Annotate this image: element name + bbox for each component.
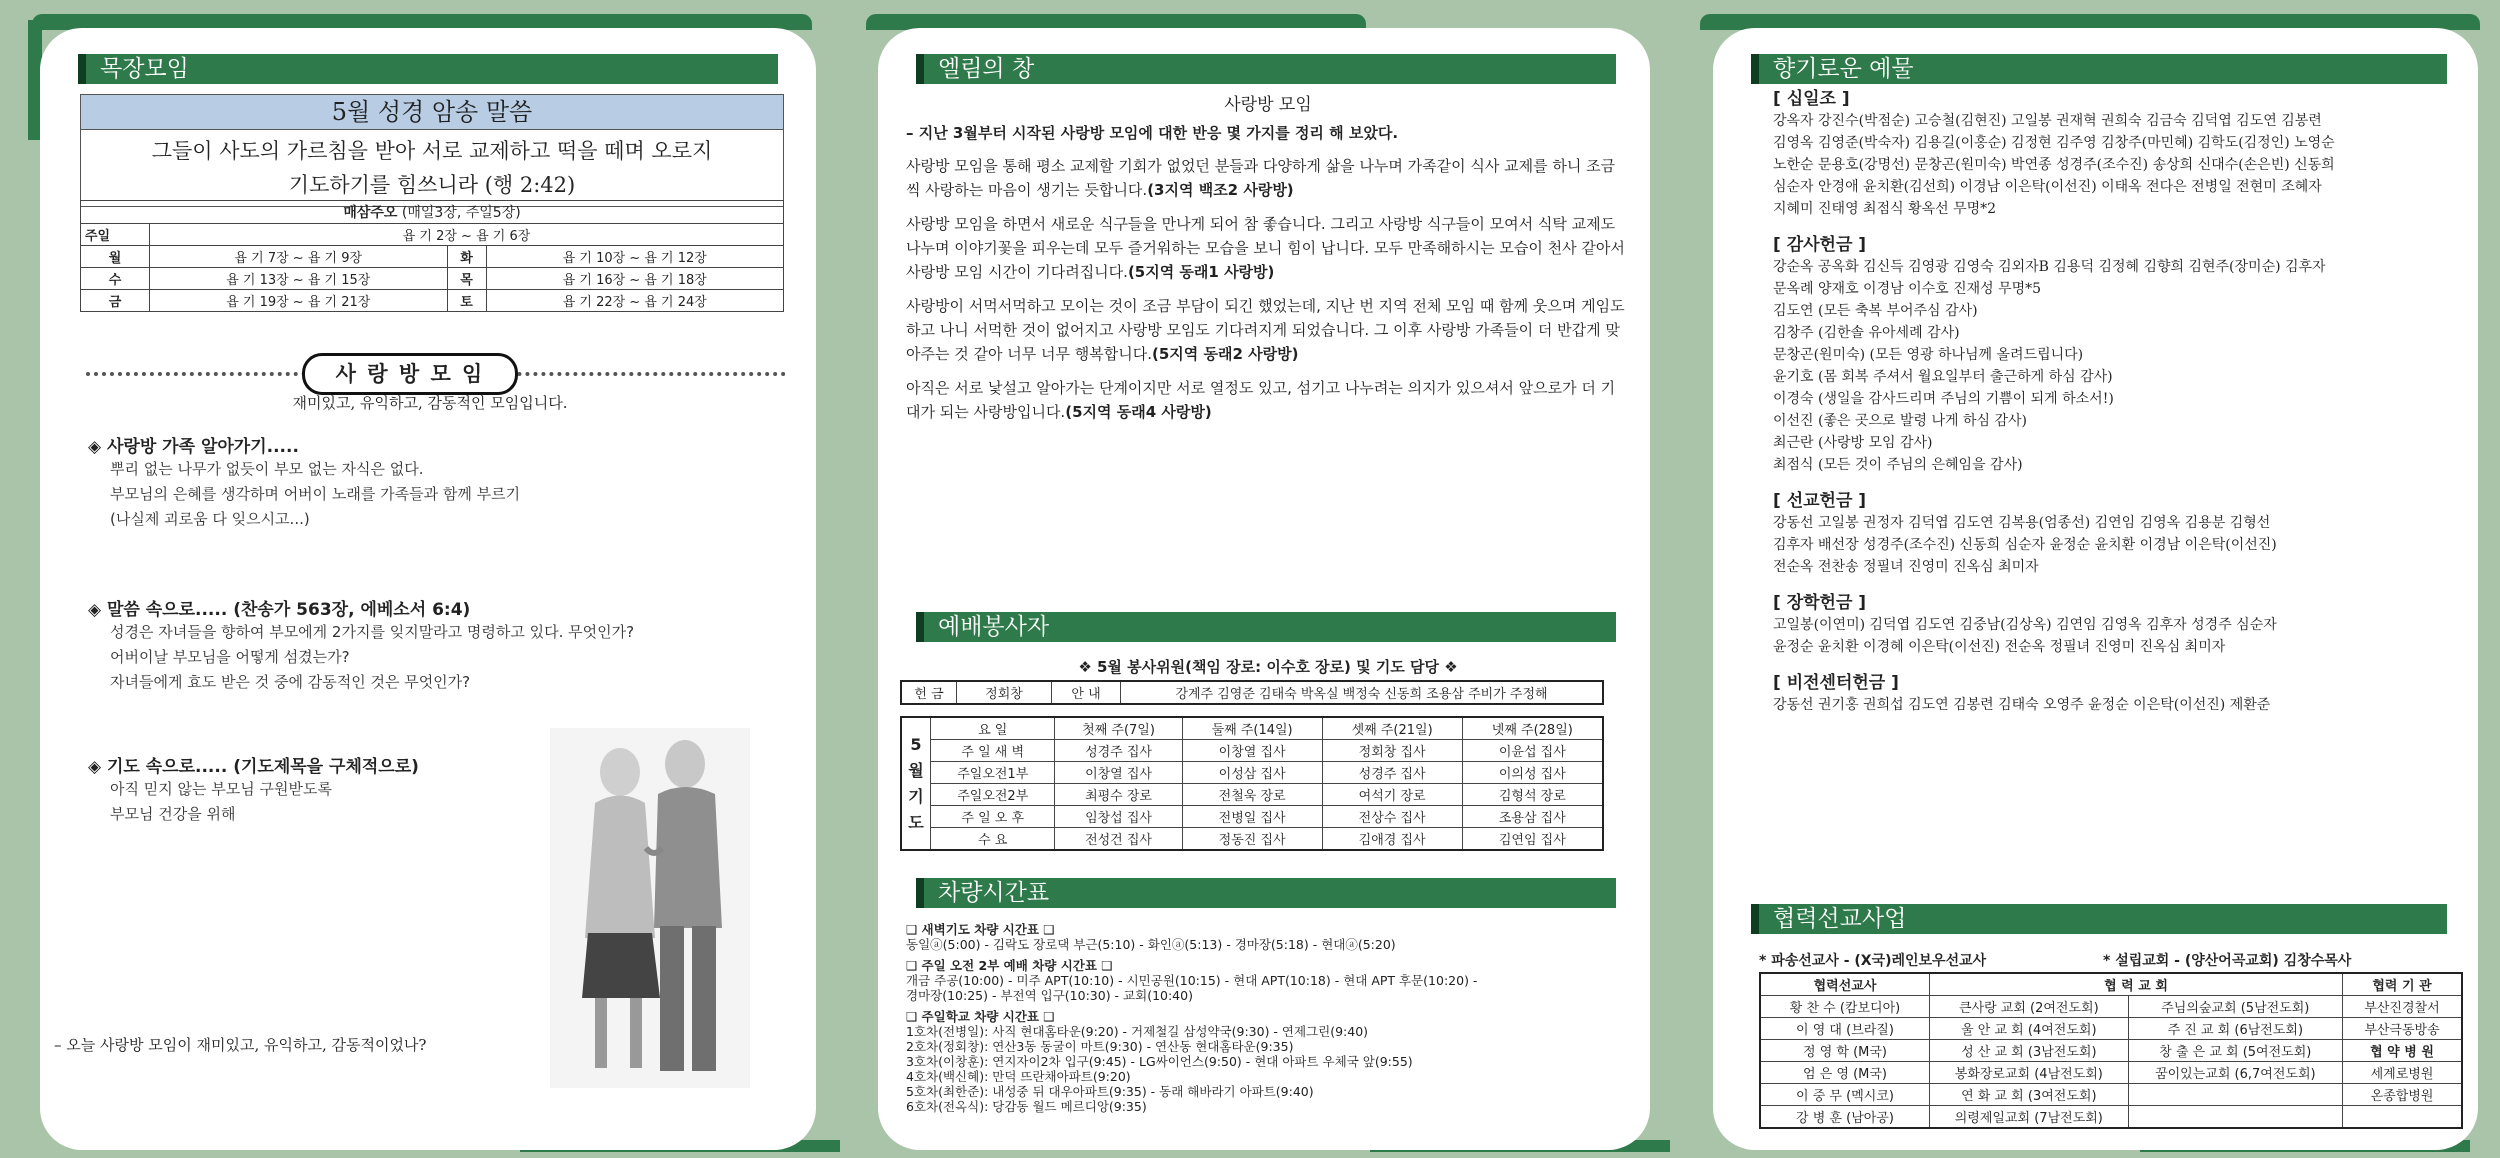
offering-table xyxy=(900,680,1604,705)
offering-line: 강옥자 강진수(박점순) 고승철(김현진) 고일봉 권재혁 권희숙 김금숙 김덕엽 김도연 김봉련 xyxy=(1773,113,2322,129)
article-intro: – 지난 3월부터 시작된 사랑방 모임에 대한 반응 몇 가지를 정리 해 보았다. xyxy=(906,124,1399,142)
coop-cell xyxy=(2128,1084,2342,1106)
reading-range: 욥 기 19장 ~ 욥 기 21장 xyxy=(150,290,448,312)
coop-cell: 성 산 교 회 (3남전도회) xyxy=(1930,1040,2129,1062)
coop-cell: 황 찬 수 (캄보디아) xyxy=(1760,996,1930,1018)
verse-line-1: 그들이 사도의 가르침을 받아 서로 교제하고 떡을 떼며 오로지 xyxy=(151,139,713,163)
paragraph-text: 사랑방 모임을 통해 평소 교제할 기회가 없었던 분들과 다양하게 삶을 나누며 가족같이 식사 교제를 하니 조금씩 사랑하는 마음이 생기는 듯합니다. xyxy=(906,157,1616,199)
prayer-header: 요 일 xyxy=(931,717,1055,740)
section-header-vehicle xyxy=(916,878,1616,908)
item-3 xyxy=(88,752,488,827)
prayer-cell: 주 일 오 후 xyxy=(931,806,1055,828)
offering-line: 이선진 (좋은 곳으로 발령 나게 하심 감사) xyxy=(1773,413,2028,429)
article-paragraph xyxy=(906,154,1626,202)
offering-line: 이경숙 (생일을 감사드리며 주님의 기쁨이 되게 하소서!) xyxy=(1773,391,2114,407)
vehicle-line: 1호차(전병일): 사직 현대홈타운(9:20) - 거제철길 삼성약국(9:30) - 연제그린(9:40) xyxy=(906,1024,1369,1039)
reading-range: 욥 기 16장 ~ 욥 기 18장 xyxy=(486,268,784,290)
prayer-cell: 김애경 집사 xyxy=(1322,828,1462,851)
prayer-side-label xyxy=(901,717,931,850)
offering-line: 심순자 안경애 윤치환(김선희) 이경남 이은탁(이선진) 이태옥 전다은 전병일 전현미 조혜자 xyxy=(1773,179,2322,195)
section-header-elim xyxy=(916,54,1616,84)
offering-line: 김창주 (김한솔 유아세례 감사) xyxy=(1773,325,1960,341)
prayer-cell: 이창열 집사 xyxy=(1182,740,1322,762)
item-line: 성경은 자녀들을 향하여 부모에게 2가지를 잊지말라고 명령하고 있다. 무엇인가? xyxy=(110,623,635,641)
offering-line: 김영옥 김영준(박숙자) 김용길(이홍순) 김정현 김주영 김창주(마민혜) 김학도(김정인) 노영순 xyxy=(1773,135,2335,151)
section-title: 협력선교사업 xyxy=(1773,906,1907,932)
vehicle-line: 3호차(이창훈): 연지자이2차 입구(9:45) - LG싸이언스(9:50) - 현대 아파트 우체국 앞(9:55) xyxy=(906,1054,1413,1069)
vehicle-line: 경마장(10:25) - 부전역 입구(10:30) - 교회(10:40) xyxy=(906,988,1193,1003)
offerings-list xyxy=(1773,88,2453,716)
item-line: 자녀들에게 효도 받은 것 중에 감동적인 것은 무엇인가? xyxy=(110,673,471,691)
coop-row xyxy=(1760,1062,2462,1084)
offering-category-title: [ 비전센터헌금 ] xyxy=(1773,673,1899,693)
prayer-header: 셋째 주(21일) xyxy=(1322,717,1462,740)
coop-cell: 울 안 교 회 (4여전도회) xyxy=(1930,1018,2129,1040)
meeting-title-badge: 사 랑 방 모 임 xyxy=(302,353,518,395)
prayer-header: 넷째 주(28일) xyxy=(1462,717,1603,740)
prayer-cell: 주일오전1부 xyxy=(931,762,1055,784)
paragraph-text: 사랑방 모임을 하면서 새로운 식구들을 만나게 되어 참 좋습니다. 그리고 사랑방 식구들이 모여서 식탁 교제도 나누며 이야기꽃을 피우는데 모두 즐거워하는 모습을 보니 힘이 납니다. 모두 만족해하시는 모습이 천사 같아서 사랑방 모임 시간이 기다려집니다. xyxy=(906,215,1625,281)
coop-cell: 엄 은 영 (M국) xyxy=(1760,1062,1930,1084)
coop-cell xyxy=(2128,1106,2342,1129)
paragraph-signature: (5지역 동래4 사랑방) xyxy=(1065,403,1212,421)
vehicle-line: 5호차(최한준): 내성중 뒤 대우아파트(9:35) - 동래 해바라기 아파트(9:40) xyxy=(906,1084,1314,1099)
reading-header-bold: 매삼주오 xyxy=(343,205,398,221)
offering-category-title: [ 선교헌금 ] xyxy=(1773,491,1867,511)
prayer-cell: 전성건 집사 xyxy=(1055,828,1182,851)
prayer-row xyxy=(901,784,1603,806)
coop-cell: 부산진경찰서 xyxy=(2343,996,2463,1018)
prayer-cell: 이창열 집사 xyxy=(1055,762,1182,784)
item-1 xyxy=(88,432,788,532)
reading-range: 욥 기 13장 ~ 욥 기 15장 xyxy=(150,268,448,290)
prayer-cell: 정동진 집사 xyxy=(1182,828,1322,851)
prayer-cell: 조용삼 집사 xyxy=(1462,806,1603,828)
offering-label: 헌 금 xyxy=(901,681,957,704)
prayer-cell: 성경주 집사 xyxy=(1322,762,1462,784)
prayer-header: 둘째 주(14일) xyxy=(1182,717,1322,740)
side-char: 도 xyxy=(908,812,924,832)
offering-category-title: [ 감사헌금 ] xyxy=(1773,235,1867,255)
coop-header: 협력 기 관 xyxy=(2343,973,2463,996)
side-char: 5 xyxy=(910,734,922,754)
prayer-cell: 여석기 장로 xyxy=(1322,784,1462,806)
reading-day: 토 xyxy=(447,290,486,312)
prayer-cell: 이의성 집사 xyxy=(1462,762,1603,784)
prayer-table xyxy=(900,716,1604,851)
panel-left xyxy=(40,28,816,1150)
article-title: 사랑방 모임 xyxy=(1224,95,1312,115)
offering-line: 지혜미 진태영 최점식 황옥선 무명*2 xyxy=(1773,201,1997,217)
coop-cell: 연 화 교 회 (3여전도회) xyxy=(1930,1084,2129,1106)
article-body xyxy=(906,154,1626,424)
article-paragraph xyxy=(906,212,1626,284)
coop-note-left: * 파송선교사 - (X국)레인보우선교사 xyxy=(1759,953,1987,969)
item-line: 부모님의 은혜를 생각하며 어버이 노래를 가족들과 함께 부르기 xyxy=(110,485,521,503)
offering-line: 윤기호 (몸 회복 주셔서 월요일부터 출근하게 하심 감사) xyxy=(1773,369,2113,385)
item-line: 어버이날 부모님을 어떻게 섬겼는가? xyxy=(110,648,350,666)
prayer-cell: 김연임 집사 xyxy=(1462,828,1603,851)
coop-cell: 큰사랑 교회 (2여전도회) xyxy=(1930,996,2129,1018)
coop-cell: 강 병 훈 (남아공) xyxy=(1760,1106,1930,1129)
section-header-offerings xyxy=(1751,54,2447,84)
section-title: 엘림의 창 xyxy=(938,56,1035,82)
coop-cell: 협 약 병 원 xyxy=(2343,1040,2463,1062)
prayer-cell: 전병일 집사 xyxy=(1182,806,1322,828)
coop-cell: 주 진 교 회 (6남전도회) xyxy=(2128,1018,2342,1040)
side-char: 월 xyxy=(908,760,924,780)
prayer-row xyxy=(901,806,1603,828)
item-2 xyxy=(88,595,788,695)
verse-box xyxy=(80,94,784,207)
coop-row xyxy=(1760,1084,2462,1106)
paragraph-signature: (5지역 동래2 사랑방) xyxy=(1151,345,1299,363)
verse-title: 5월 성경 암송 말씀 xyxy=(81,95,783,130)
prayer-cell: 최평수 장로 xyxy=(1055,784,1182,806)
offering-line: 문옥례 양재호 이경남 이수호 진재성 무명*5 xyxy=(1773,281,2042,297)
prayer-cell: 전철욱 장로 xyxy=(1182,784,1322,806)
vehicle-line: 6호차(전옥식): 당감동 월드 메르디앙(9:35) xyxy=(906,1099,1147,1114)
footer-question: – 오늘 사랑방 모임이 재미있고, 유익하고, 감동적이었나? xyxy=(54,1036,427,1054)
offering-category-title: [ 십일조 ] xyxy=(1773,89,1850,109)
offering-line: 고일봉(이연미) 김덕엽 김도연 김중남(김상옥) 김연임 김영옥 김후자 성경주 심순자 xyxy=(1773,617,2277,633)
prayer-cell: 이성삼 집사 xyxy=(1182,762,1322,784)
coop-header: 협 력 교 회 xyxy=(1930,973,2343,996)
prayer-cell: 성경주 집사 xyxy=(1055,740,1182,762)
offering-line: 노한순 문용호(강명선) 문창곤(원미숙) 박연종 성경주(조수진) 송상희 신대수(손은빈) 신동희 xyxy=(1773,157,2335,173)
coop-cell: 창 출 은 교 회 (5여전도회) xyxy=(2128,1040,2342,1062)
prayer-cell: 전상수 집사 xyxy=(1322,806,1462,828)
prayer-cell: 이윤섭 집사 xyxy=(1462,740,1603,762)
coop-header: 협력선교사 xyxy=(1760,973,1930,996)
vehicle-line: 2호차(정회창): 연산3동 동굴이 마트(9:30) - 연산동 현대홈타운(9:35) xyxy=(906,1039,1294,1054)
reading-range: 욥 기 2장 ~ 욥 기 6장 xyxy=(150,224,784,246)
paragraph-signature: (5지역 동래1 사랑방) xyxy=(1127,263,1275,281)
prayer-cell: 정회창 집사 xyxy=(1322,740,1462,762)
reading-row xyxy=(81,268,784,290)
coop-cell: 이 중 무 (멕시코) xyxy=(1760,1084,1930,1106)
offering-line: 김후자 배선장 성경주(조수진) 신동희 심순자 윤정순 윤치환 이경남 이은탁(이선진) xyxy=(1773,537,2277,553)
coop-cell: 부산극동방송 xyxy=(2343,1018,2463,1040)
item-line: (나실제 괴로움 다 잊으시고...) xyxy=(110,510,310,528)
usher-label: 안 내 xyxy=(1052,681,1121,704)
reading-day: 금 xyxy=(81,290,150,312)
item-title: ◈ 말씀 속으로..... (찬송가 563장, 에베소서 6:4) xyxy=(88,600,471,620)
reading-range: 욥 기 22장 ~ 욥 기 24장 xyxy=(486,290,784,312)
panel-right xyxy=(1713,28,2478,1150)
paragraph-signature: (3지역 백조2 사랑방) xyxy=(1147,181,1294,199)
offering-line: 강동선 권기홍 권희섭 김도연 김봉련 김태숙 오영주 윤정순 이은탁(이선진) 제환준 xyxy=(1773,697,2271,713)
reading-range: 욥 기 7장 ~ 욥 기 9장 xyxy=(150,246,448,268)
item-title: ◈ 기도 속으로..... (기도제목을 구체적으로) xyxy=(88,757,419,777)
coop-cell: 봉화장로교회 (4남전도회) xyxy=(1930,1062,2129,1084)
reading-table xyxy=(80,200,784,312)
item-line: 아직 믿지 않는 부모님 구원받도록 xyxy=(110,780,332,798)
offering-line: 강순옥 공옥화 김신득 김영광 김영숙 김외자B 김용덕 김정혜 김향희 김현주(장미순) 김후자 xyxy=(1773,259,2326,275)
offering-line: 김도연 (모든 축복 부어주심 감사) xyxy=(1773,303,1978,319)
reading-range: 욥 기 10장 ~ 욥 기 12장 xyxy=(486,246,784,268)
offering-line: 전순옥 전찬송 정필녀 진영미 진옥심 최미자 xyxy=(1773,559,2039,575)
offering-line: 최근란 (사랑방 모임 감사) xyxy=(1773,435,1933,451)
offering-line: 문창곤(원미숙) (모든 영광 하나님께 올려드립니다) xyxy=(1773,347,2084,363)
vehicle-line: 개금 주공(10:00) - 미주 APT(10:10) - 시민공원(10:15) - 현대 APT(10:18) - 현대 APT 후문(10:20) - xyxy=(906,973,1478,988)
offering-value: 정회창 xyxy=(957,681,1052,704)
reading-day: 화 xyxy=(447,246,486,268)
coop-cell: 세계로병원 xyxy=(2343,1062,2463,1084)
prayer-row xyxy=(901,762,1603,784)
meeting-subtitle: 재미있고, 유익하고, 감동적인 모임입니다. xyxy=(292,394,568,412)
elderly-couple-illustration xyxy=(550,728,750,1088)
coop-cell: 의령제일교회 (7남전도회) xyxy=(1930,1106,2129,1129)
article-paragraph xyxy=(906,294,1626,366)
paragraph-text: 사랑방이 서먹서먹하고 모이는 것이 조금 부담이 되긴 했었는데, 지난 번 지역 전체 모임 때 함께 웃으며 게임도 하고 나니 서먹한 것이 없어지고 사랑방 모임도 기다려지게 되었습니다. 그 이후 사랑방 가족들이 더 반갑게 맞아주는 것 같아 너무 너무 행복합니다. xyxy=(906,297,1625,363)
coop-cell: 이 영 대 (브라질) xyxy=(1760,1018,1930,1040)
prayer-cell: 주 일 새 벽 xyxy=(931,740,1055,762)
coop-cell: 꿈이있는교회 (6,7여전도회) xyxy=(2128,1062,2342,1084)
side-char: 기 xyxy=(908,786,924,806)
prayer-cell: 주일오전2부 xyxy=(931,784,1055,806)
section-title: 차량시간표 xyxy=(938,880,1050,906)
reading-day: 주일 xyxy=(81,224,150,246)
section-header-service xyxy=(916,612,1616,642)
prayer-cell: 수 요 xyxy=(931,828,1055,851)
prayer-row xyxy=(901,828,1603,851)
offering-line: 강동선 고일봉 권정자 김덕엽 김도연 김복용(엄종선) 김연임 김영옥 김용분 김형선 xyxy=(1773,515,2271,531)
reading-day: 수 xyxy=(81,268,150,290)
prayer-header: 첫째 주(7일) xyxy=(1055,717,1182,740)
item-line: 뿌리 없는 나무가 없듯이 부모 없는 자식은 없다. xyxy=(110,460,424,478)
coop-cell: 온종합병원 xyxy=(2343,1084,2463,1106)
reading-row xyxy=(81,290,784,312)
reading-row xyxy=(81,246,784,268)
vehicle-line: 동일ⓐ(5:00) - 김락도 장로댁 부근(5:10) - 화인ⓐ(5:13) - 경마장(5:18) - 현대ⓐ(5:20) xyxy=(906,937,1396,952)
coop-row xyxy=(1760,996,2462,1018)
section-header-mokjang xyxy=(78,54,778,84)
vehicle-line: 4호차(백신혜): 만덕 뜨란채아파트(9:20) xyxy=(906,1069,1131,1084)
offering-line: 최점식 (모든 것이 주님의 은혜임을 감사) xyxy=(1773,457,2023,473)
vehicle-block-title: ❑ 새벽기도 차량 시간표 ❑ xyxy=(906,922,1055,937)
coop-cell xyxy=(2343,1106,2463,1129)
prayer-cell: 김형석 장로 xyxy=(1462,784,1603,806)
reading-header-rest: (매일3장, 주일5장) xyxy=(397,205,521,221)
service-subtitle: ❖ 5월 봉사위원(책임 장로: 이수호 장로) 및 기도 담당 ❖ xyxy=(1078,658,1458,676)
reading-day: 월 xyxy=(81,246,150,268)
vehicle-schedule xyxy=(906,922,1626,1114)
item-title: ◈ 사랑방 가족 알아가기..... xyxy=(88,437,299,457)
article-paragraph xyxy=(906,376,1626,424)
usher-value: 강계주 김영준 김태숙 박옥실 백정숙 신동희 조용삼 주비가 주정해 xyxy=(1121,681,1604,704)
panel-middle xyxy=(878,28,1650,1150)
section-title: 예배봉사자 xyxy=(938,614,1050,640)
coop-cell: 정 영 학 (M국) xyxy=(1760,1040,1930,1062)
section-title: 향기로운 예물 xyxy=(1773,56,1914,82)
coop-note-right: * 설립교회 - (양산어곡교회) 김창수목사 xyxy=(2103,953,2352,969)
coop-row xyxy=(1760,1018,2462,1040)
verse-text xyxy=(81,130,783,206)
section-title: 목장모임 xyxy=(100,56,189,82)
coop-row xyxy=(1760,1106,2462,1129)
prayer-cell: 임창섭 집사 xyxy=(1055,806,1182,828)
section-header-coop xyxy=(1751,904,2447,934)
item-line: 부모님 건강을 위해 xyxy=(110,805,236,823)
prayer-row xyxy=(901,740,1603,762)
offering-category-title: [ 장학헌금 ] xyxy=(1773,593,1867,613)
coop-row xyxy=(1760,1040,2462,1062)
paragraph-text: 아직은 서로 낯설고 알아가는 단계이지만 서로 열정도 있고, 섬기고 나누려는 의지가 있으셔서 앞으로가 더 기대가 되는 사랑방입니다. xyxy=(906,379,1616,421)
offering-line: 윤정순 윤치환 이경혜 이은탁(이선진) 전순옥 정필녀 진영미 진옥심 최미자 xyxy=(1773,639,2226,655)
vehicle-block-title: ❑ 주일학교 차량 시간표 ❑ xyxy=(906,1009,1055,1024)
coop-table xyxy=(1759,972,2463,1129)
reading-day: 목 xyxy=(447,268,486,290)
coop-cell: 주님의숲교회 (5남전도회) xyxy=(2128,996,2342,1018)
verse-line-2: 기도하기를 힘쓰니라 (행 2:42) xyxy=(288,173,576,197)
vehicle-block-title: ❑ 주일 오전 2부 예배 차량 시간표 ❑ xyxy=(906,958,1113,973)
